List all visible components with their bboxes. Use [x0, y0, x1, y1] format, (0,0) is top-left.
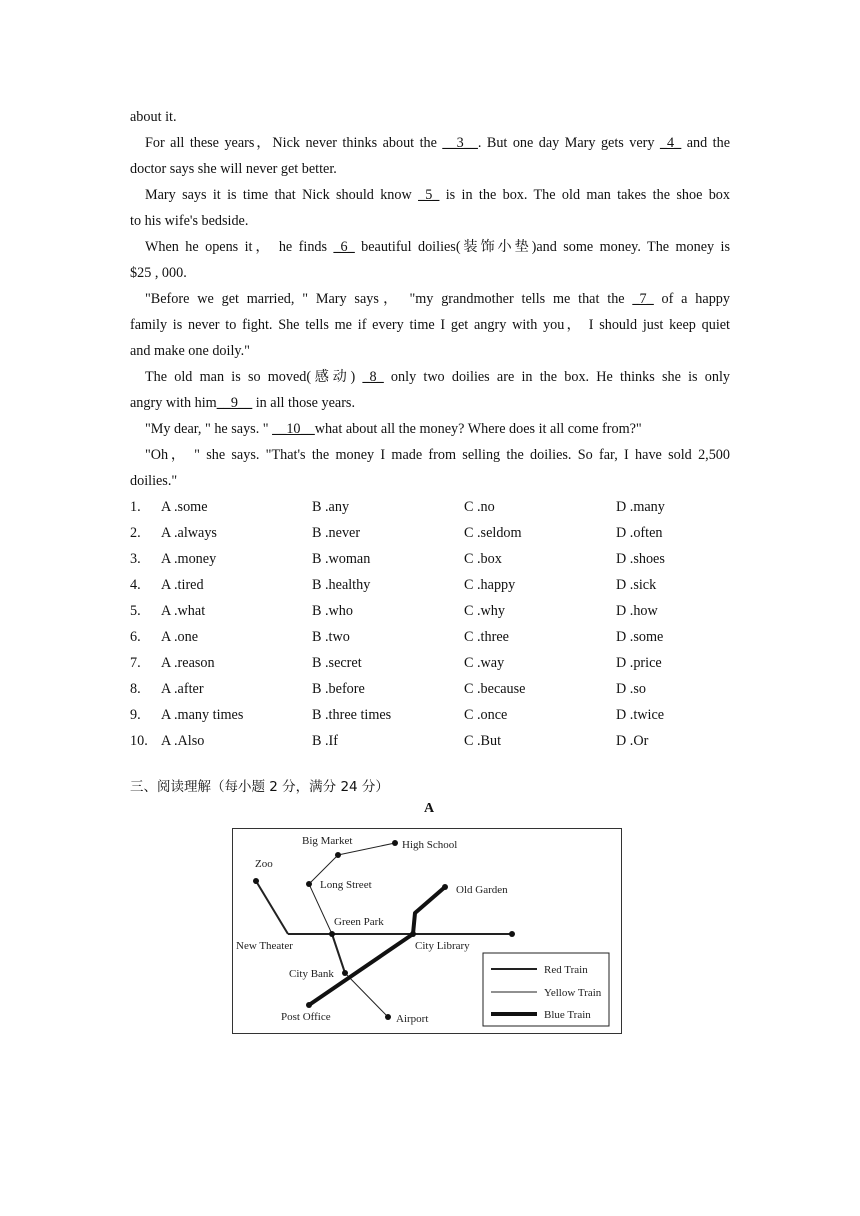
station-label: City Bank	[289, 968, 334, 980]
option-b: B .before	[312, 681, 365, 697]
option-c: C .seldom	[464, 525, 522, 541]
station-label: Big Market	[302, 835, 353, 847]
question-row	[130, 546, 730, 572]
station-label: Zoo	[255, 858, 273, 870]
question-row	[130, 520, 730, 546]
station-dot	[342, 970, 348, 976]
passage-line: When he opens it， he finds _6_ beautiful doilies(装饰小垫)and some money. The money is	[145, 239, 731, 255]
question-row	[130, 676, 730, 702]
station-dot	[253, 878, 259, 884]
option-a: A .some	[161, 499, 208, 515]
blank-3: __3__	[442, 135, 478, 151]
option-c: C .once	[464, 707, 508, 723]
option-d: D .often	[616, 525, 663, 541]
station-dot	[306, 881, 312, 887]
blank-9: __9__	[216, 395, 253, 411]
passage-line: about it.	[130, 109, 177, 125]
question-number: 5.	[130, 603, 141, 619]
section-heading: 三、阅读理解（每小题 2 分，满分 24 分）	[130, 779, 389, 795]
option-c: C .three	[464, 629, 509, 645]
train-route-map	[232, 828, 622, 1034]
station-dot	[410, 931, 416, 937]
station-label: Airport	[396, 1013, 429, 1025]
blank-5: _5_	[418, 187, 440, 203]
station-label: Long Street	[320, 879, 372, 891]
station-label: New Theater	[236, 940, 293, 952]
blank-10: __10__	[272, 421, 315, 437]
passage-line: doilies."	[130, 473, 178, 489]
question-number: 3.	[130, 551, 141, 567]
passage-label: A	[424, 801, 435, 816]
question-row	[130, 598, 730, 624]
option-d: D .some	[616, 629, 664, 645]
option-b: B .who	[312, 603, 353, 619]
option-d: D .twice	[616, 707, 665, 723]
question-row	[130, 650, 730, 676]
route-map-svg	[233, 829, 621, 1033]
station-dots	[253, 840, 515, 1020]
question-number: 9.	[130, 707, 141, 723]
question-number: 2.	[130, 525, 141, 541]
station-label: Post Office	[281, 1011, 331, 1023]
question-row	[130, 702, 730, 728]
question-number: 4.	[130, 577, 141, 593]
passage-line: Mary says it is time that Nick should know _5_ is in the box. The old man takes the shoe box	[145, 187, 730, 203]
blank-8: _8_	[362, 369, 384, 385]
option-b: B .any	[312, 499, 350, 515]
passage-line: $25 , 000.	[130, 265, 187, 281]
option-c: C .box	[464, 551, 502, 567]
option-c: C .But	[464, 733, 502, 749]
question-number: 7.	[130, 655, 141, 671]
option-c: C .why	[464, 603, 505, 619]
passage-line: For all these years，Nick never thinks about the __3__. But one day Mary gets very _4_ and the	[145, 135, 730, 151]
option-a: A .reason	[161, 655, 215, 671]
option-d: D .so	[616, 681, 646, 697]
option-a: A .one	[161, 629, 199, 645]
legend-label: Blue Train	[544, 1009, 591, 1021]
option-b: B .If	[312, 733, 339, 749]
map-legend	[483, 953, 609, 1026]
question-number: 8.	[130, 681, 141, 697]
passage-line: angry with him__9__ in all those years.	[130, 395, 356, 411]
option-a: A .Also	[161, 733, 205, 749]
legend-label: Yellow Train	[544, 987, 602, 999]
station-dot	[392, 840, 398, 846]
question-row	[130, 728, 730, 754]
answer-options	[130, 494, 730, 754]
station-label: High School	[402, 839, 458, 851]
station-dot	[385, 1014, 391, 1020]
passage-line: to his wife's bedside.	[130, 213, 249, 229]
yellow-train-line	[309, 843, 395, 1017]
option-a: A .tired	[161, 577, 204, 593]
passage-line: family is never to fight. She tells me if every time I get angry with you， I should just keep quiet	[130, 317, 730, 333]
legend-label: Red Train	[544, 964, 588, 976]
cloze-passage	[130, 104, 730, 754]
option-b: B .three times	[312, 707, 392, 723]
option-d: D .how	[616, 603, 658, 619]
option-c: C .no	[464, 499, 495, 515]
option-c: C .way	[464, 655, 505, 671]
passage-line: and make one doily."	[130, 343, 250, 359]
option-a: A .money	[161, 551, 217, 567]
option-a: A .always	[161, 525, 217, 541]
option-b: B .never	[312, 525, 361, 541]
option-c: C .happy	[464, 577, 516, 593]
option-b: B .healthy	[312, 577, 371, 593]
option-d: D .many	[616, 499, 665, 515]
option-a: A .after	[161, 681, 204, 697]
option-b: B .woman	[312, 551, 371, 567]
station-dot	[442, 884, 448, 890]
blank-7: _7_	[632, 291, 654, 307]
option-b: B .two	[312, 629, 350, 645]
passage-line: "Oh， " she says. "That's the money I made from selling the doilies. So far, I have sold 2,500	[145, 447, 730, 463]
question-number: 10.	[130, 733, 148, 749]
question-number: 6.	[130, 629, 141, 645]
question-row	[130, 494, 730, 520]
station-dot	[335, 852, 341, 858]
option-c: C .because	[464, 681, 526, 697]
option-d: D .shoes	[616, 551, 665, 567]
passage-line: "Before we get married, " Mary says， "my grandmother tells me that the _7_ of a happy	[145, 291, 730, 307]
question-row	[130, 572, 730, 598]
question-row	[130, 624, 730, 650]
station-dot	[509, 931, 515, 937]
passage-line: "My dear, " he says. " __10__what about all the money? Where does it all come from?"	[145, 421, 642, 437]
station-label: Old Garden	[456, 884, 508, 896]
blank-6: _6_	[333, 239, 355, 255]
station-dot	[306, 1002, 312, 1008]
passage-line: The old man is so moved(感动) _8_ only two doilies are in the box. He thinks she is only	[145, 369, 730, 385]
option-b: B .secret	[312, 655, 362, 671]
passage-line: doctor says she will never get better.	[130, 161, 337, 177]
station-label: City Library	[415, 940, 470, 952]
option-d: D .sick	[616, 577, 657, 593]
option-a: A .what	[161, 603, 206, 619]
option-d: D .Or	[616, 733, 649, 749]
question-number: 1.	[130, 499, 141, 515]
option-a: A .many times	[161, 707, 244, 723]
station-label: Green Park	[334, 916, 384, 928]
station-dot	[329, 931, 335, 937]
blank-4: _4_	[659, 135, 682, 151]
option-d: D .price	[616, 655, 662, 671]
